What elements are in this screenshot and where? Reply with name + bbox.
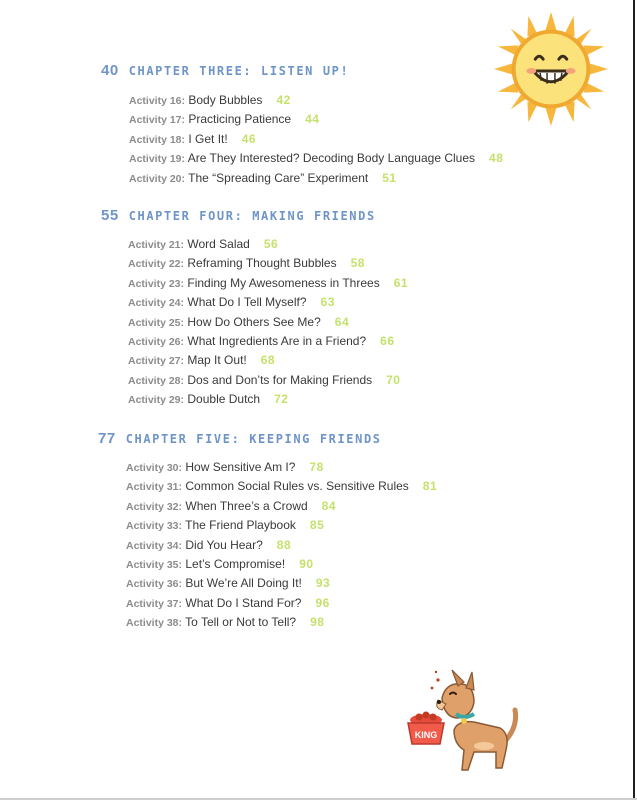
- activity-page-number: 42: [276, 93, 291, 107]
- activity-title: What Do I Stand For?: [185, 595, 302, 610]
- activity-title: To Tell or Not to Tell?: [185, 615, 297, 630]
- activity-page-number: 56: [263, 237, 279, 251]
- activity-page-number: 93: [315, 576, 331, 591]
- activity-page-number: 81: [422, 479, 438, 494]
- list-item: [126, 536, 437, 555]
- activity-title: But We’re All Doing It!: [185, 576, 302, 591]
- list-item: [129, 130, 503, 149]
- list-item: [128, 274, 408, 293]
- smiling-sun-icon: [492, 10, 610, 128]
- activity-page-number: 68: [260, 353, 276, 368]
- chapter-heading: [101, 207, 376, 224]
- activity-label: Activity 22:: [128, 258, 185, 271]
- activity-title: Finding My Awesomeness in Threes: [187, 275, 380, 290]
- activity-title: Body Bubbles: [188, 93, 263, 107]
- activity-page-number: 78: [309, 460, 324, 474]
- activity-title: What Do I Tell Myself?: [187, 295, 307, 310]
- activity-title: The “Spreading Care” Experiment: [188, 170, 369, 185]
- list-item: [126, 458, 437, 477]
- list-item: [129, 149, 503, 168]
- activity-page-number: 90: [299, 556, 314, 571]
- activity-label: Activity 18:: [129, 133, 186, 146]
- activity-label: Activity 32:: [126, 500, 183, 513]
- page-edge: [633, 0, 635, 800]
- activity-label: Activity 23:: [128, 277, 185, 290]
- activity-title: Are They Interested? Decoding Body Language Clues: [187, 151, 476, 166]
- activity-title: How Do Others See Me?: [187, 314, 321, 329]
- activity-title: Word Salad: [187, 237, 250, 251]
- activity-page-number: 98: [310, 615, 325, 630]
- chapter-heading: [101, 62, 349, 79]
- activity-label: Activity 26:: [128, 335, 185, 348]
- activity-page-number: 64: [334, 314, 350, 329]
- activity-label: Activity 24:: [128, 297, 185, 310]
- activity-label: Activity 33:: [126, 520, 183, 533]
- chapter-title: CHAPTER FOUR: MAKING FRIENDS: [128, 209, 376, 223]
- activity-label: Activity 25:: [128, 316, 185, 329]
- list-item: [126, 594, 437, 613]
- activity-list: [126, 458, 437, 633]
- chapter-heading: [98, 430, 382, 447]
- activity-page-number: 72: [274, 392, 289, 407]
- activity-list: [128, 235, 408, 410]
- list-item: [128, 390, 408, 409]
- activity-page-number: 51: [382, 170, 397, 185]
- activity-title: Let’s Compromise!: [185, 556, 286, 571]
- activity-page-number: 46: [241, 131, 257, 146]
- list-item: [129, 169, 503, 188]
- list-item: [126, 555, 437, 574]
- chapter-page-number: 77: [98, 430, 116, 447]
- activity-page-number: 58: [350, 256, 365, 271]
- activity-title: The Friend Playbook: [185, 518, 296, 533]
- activity-title: Map It Out!: [187, 353, 247, 368]
- activity-label: Activity 34:: [126, 539, 183, 552]
- activity-page-number: 63: [320, 295, 335, 310]
- chapter-page-number: 40: [101, 62, 119, 79]
- activity-label: Activity 17:: [129, 114, 186, 127]
- list-item: [126, 477, 437, 496]
- activity-page-number: 61: [393, 275, 409, 290]
- activity-title: Common Social Rules vs. Sensitive Rules: [185, 479, 409, 494]
- activity-label: Activity 20:: [129, 172, 186, 185]
- activity-label: Activity 29:: [128, 394, 185, 407]
- activity-title: Dos and Don’ts for Making Friends: [187, 372, 373, 387]
- activity-label: Activity 19:: [129, 153, 186, 166]
- chapter-page-number: 55: [101, 207, 119, 224]
- activity-title: When Three’s a Crowd: [185, 498, 308, 513]
- activity-label: Activity 30:: [126, 462, 183, 474]
- list-item: [128, 254, 408, 273]
- activity-title: How Sensitive Am I?: [185, 460, 296, 474]
- activity-list: [129, 91, 503, 188]
- activity-page-number: 88: [276, 537, 292, 552]
- list-item: [128, 371, 408, 390]
- activity-label: Activity 31:: [126, 481, 183, 494]
- activity-page-number: 85: [309, 518, 325, 533]
- activity-title: Double Dutch: [187, 392, 261, 407]
- list-item: [126, 497, 437, 516]
- activity-label: Activity 36:: [126, 578, 183, 591]
- list-item: [129, 91, 503, 110]
- chapter-title: CHAPTER FIVE: KEEPING FRIENDS: [125, 432, 382, 446]
- list-item: [126, 516, 437, 535]
- activity-label: Activity 16:: [129, 95, 186, 107]
- activity-title: I Get It!: [188, 131, 228, 146]
- chapter-title: CHAPTER THREE: LISTEN UP!: [128, 64, 350, 78]
- bowl-label: KING: [414, 730, 438, 740]
- activity-label: Activity 27:: [128, 355, 185, 368]
- list-item: [128, 235, 408, 254]
- list-item: [126, 574, 437, 593]
- activity-label: Activity 38:: [126, 617, 183, 630]
- list-item: [128, 313, 408, 332]
- activity-title: Practicing Patience: [188, 112, 292, 127]
- activity-page-number: 48: [489, 151, 504, 166]
- activity-page-number: 96: [315, 595, 330, 610]
- activity-label: Activity 35:: [126, 558, 183, 571]
- list-item: [126, 613, 437, 632]
- list-item: [128, 332, 408, 351]
- list-item: [128, 351, 408, 370]
- activity-label: Activity 21:: [128, 239, 185, 251]
- activity-title: Did You Hear?: [185, 537, 263, 552]
- list-item: [129, 110, 503, 129]
- activity-page-number: 44: [305, 112, 320, 127]
- activity-page-number: 66: [380, 333, 395, 348]
- activity-page-number: 70: [386, 372, 401, 387]
- activity-page-number: 84: [321, 498, 337, 513]
- activity-title: Reframing Thought Bubbles: [187, 256, 337, 271]
- dog-with-food-bowl-icon: [402, 668, 532, 784]
- activity-title: What Ingredients Are in a Friend?: [187, 333, 367, 348]
- activity-label: Activity 28:: [128, 374, 185, 387]
- list-item: [128, 293, 408, 312]
- activity-label: Activity 37:: [126, 597, 183, 610]
